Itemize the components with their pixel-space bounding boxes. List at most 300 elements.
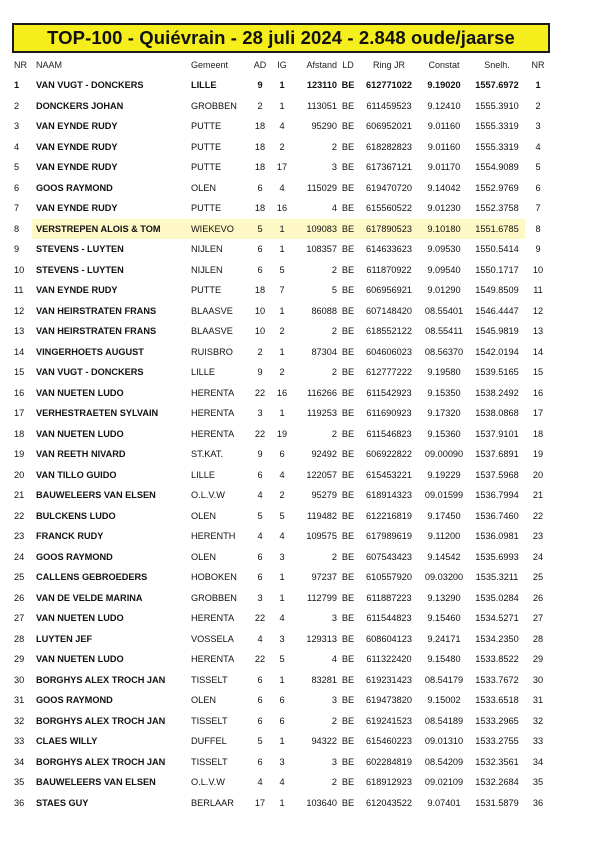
cell-arrival-time: 9.01160	[427, 121, 461, 132]
cell-municipality: HERENTA	[191, 428, 235, 439]
cell-name: VAN VUGT - DONCKERS	[36, 80, 144, 91]
cell-ig: 1	[279, 572, 285, 583]
cell-ig: 7	[279, 285, 285, 296]
cell-ad: 22	[254, 428, 266, 439]
cell-rank: 1	[14, 80, 20, 91]
cell-name: VAN NUETEN LUDO	[36, 613, 124, 624]
cell-municipality: PUTTE	[191, 141, 222, 152]
header-country: LD	[342, 60, 354, 70]
cell-speed: 1533.2965	[475, 715, 519, 726]
cell-speed: 1557.6972	[475, 80, 519, 91]
cell-ad: 4	[257, 633, 263, 644]
cell-arrival-time: 08.54209	[424, 756, 464, 767]
cell-name: BULCKENS LUDO	[36, 510, 116, 521]
cell-ad: 2	[257, 100, 263, 111]
cell-rank: 3	[14, 121, 20, 132]
table-row	[14, 219, 551, 240]
cell-rank: 29	[14, 654, 25, 665]
cell-rank-right: 36	[532, 797, 544, 808]
table-row	[14, 198, 551, 219]
header-rank: NR	[14, 60, 27, 70]
cell-arrival-time: 9.15360	[427, 428, 461, 439]
cell-rank-right: 20	[532, 469, 544, 480]
cell-speed: 1555.3910	[475, 100, 519, 111]
cell-rank: 7	[14, 203, 20, 214]
cell-municipality: HERENTA	[191, 654, 235, 665]
cell-country: BE	[341, 674, 355, 685]
cell-ad: 4	[257, 777, 263, 788]
cell-ig: 5	[279, 654, 285, 665]
cell-name: DONCKERS JOHAN	[36, 100, 124, 111]
cell-municipality: OLEN	[191, 510, 217, 521]
cell-rank-right: 28	[532, 633, 544, 644]
cell-arrival-time: 9.13290	[427, 592, 461, 603]
cell-arrival-time: 09.01310	[424, 736, 464, 747]
cell-ring: 606952021	[366, 121, 412, 132]
cell-name: BORGHYS ALEX TROCH JAN	[36, 674, 166, 685]
cell-country: BE	[341, 162, 355, 173]
cell-ig: 16	[276, 387, 288, 398]
table-row	[14, 444, 551, 465]
cell-country: BE	[341, 346, 355, 357]
cell-ig: 6	[279, 449, 285, 460]
table-row	[14, 280, 551, 301]
cell-rank-right: 16	[532, 387, 544, 398]
cell-arrival-time: 9.01170	[427, 162, 461, 173]
cell-arrival-time: 08.55411	[425, 326, 463, 337]
cell-municipality: LILLE	[191, 469, 216, 480]
cell-ad: 6	[257, 572, 263, 583]
cell-ring: 612771022	[366, 80, 412, 91]
cell-ad: 3	[257, 592, 263, 603]
cell-distance: 3	[331, 613, 337, 624]
cell-speed: 1534.5271	[475, 613, 519, 624]
cell-ad: 6	[257, 182, 263, 193]
cell-rank-right: 1	[535, 80, 541, 91]
cell-municipality: NIJLEN	[191, 244, 223, 255]
table-row	[14, 465, 551, 486]
cell-ad: 22	[254, 654, 266, 665]
cell-ad: 6	[257, 715, 263, 726]
cell-rank: 24	[14, 551, 25, 562]
cell-arrival-time: 08.56370	[424, 346, 464, 357]
cell-rank-right: 26	[532, 592, 544, 603]
cell-distance: 97237	[311, 572, 337, 583]
cell-name: BORGHYS ALEX TROCH JAN	[36, 756, 166, 767]
cell-speed: 1533.7672	[475, 674, 519, 685]
table-row	[14, 772, 551, 793]
cell-ad: 6	[257, 244, 263, 255]
cell-rank: 22	[14, 510, 25, 521]
cell-rank: 25	[14, 572, 25, 583]
cell-rank-right: 13	[532, 326, 544, 337]
cell-name: CLAES WILLY	[36, 736, 98, 747]
cell-ring: 611544823	[366, 613, 412, 624]
cell-name: FRANCK RUDY	[36, 531, 104, 542]
table-row	[14, 321, 551, 342]
cell-rank-right: 35	[532, 777, 544, 788]
cell-ad: 4	[257, 490, 263, 501]
cell-rank: 2	[14, 100, 20, 111]
cell-speed: 1549.8509	[475, 285, 519, 296]
cell-arrival-time: 9.01290	[427, 285, 461, 296]
cell-name: VERSTREPEN ALOIS & TOM	[32, 219, 191, 240]
title-banner	[12, 23, 550, 53]
table-row	[14, 485, 551, 506]
header-ad: AD	[253, 60, 267, 70]
table-row	[14, 793, 551, 814]
cell-country: BE	[341, 613, 355, 624]
cell-speed: 1533.6518	[475, 695, 519, 706]
cell-ring: 607543423	[366, 551, 412, 562]
cell-arrival-time: 08.54189	[424, 715, 464, 726]
cell-distance: 2	[331, 715, 337, 726]
cell-ring: 611459523	[366, 100, 412, 111]
cell-name: GOOS RAYMOND	[36, 182, 113, 193]
page-title: TOP-100 - Quiévrain - 28 juli 2024 - 2.848 oude/jaarse	[47, 27, 515, 48]
cell-ring: 606956921	[366, 285, 412, 296]
cell-speed: 1535.6993	[475, 551, 519, 562]
cell-distance: 94322	[311, 736, 337, 747]
cell-arrival-time: 9.09540	[427, 264, 461, 275]
cell-ad: 5	[257, 736, 263, 747]
cell-ig: 1	[279, 797, 285, 808]
cell-municipality: RUISBRO	[191, 346, 233, 357]
results-table	[14, 55, 551, 813]
cell-country: BE	[341, 654, 355, 665]
cell-ring: 619241523	[366, 715, 412, 726]
cell-name: VAN NUETEN LUDO	[36, 654, 124, 665]
cell-rank-right: 11	[533, 285, 543, 296]
cell-ig: 1	[279, 674, 285, 685]
cell-distance: 2	[331, 551, 337, 562]
cell-ring: 611887223	[366, 592, 412, 603]
cell-country: BE	[341, 100, 355, 111]
cell-speed: 1535.3211	[475, 572, 519, 583]
cell-distance: 103640	[306, 797, 337, 808]
cell-name: VAN VUGT - DONCKERS	[36, 367, 144, 378]
cell-rank: 30	[14, 674, 25, 685]
cell-distance: 123110	[306, 80, 337, 91]
cell-rank-right: 2	[535, 100, 541, 111]
cell-country: BE	[341, 203, 355, 214]
cell-municipality: DUFFEL	[191, 736, 227, 747]
cell-rank: 14	[14, 346, 25, 357]
cell-arrival-time: 09.02109	[424, 777, 464, 788]
cell-rank-right: 3	[535, 121, 541, 132]
cell-ad: 18	[254, 141, 266, 152]
cell-rank-right: 14	[532, 346, 544, 357]
cell-arrival-time: 08.54179	[424, 674, 464, 685]
table-row	[14, 157, 551, 178]
cell-speed: 1538.2492	[475, 387, 519, 398]
cell-municipality: HERENTA	[191, 387, 235, 398]
cell-ig: 4	[279, 777, 285, 788]
cell-country: BE	[341, 633, 355, 644]
cell-ad: 6	[257, 695, 263, 706]
cell-ring: 610557920	[366, 572, 412, 583]
table-row	[14, 731, 551, 752]
cell-rank-right: 17	[532, 408, 544, 419]
cell-country: BE	[341, 531, 355, 542]
cell-rank-right: 33	[532, 736, 544, 747]
cell-ig: 16	[276, 203, 288, 214]
cell-ad: 10	[254, 326, 266, 337]
cell-ring: 617989619	[366, 531, 412, 542]
cell-country: BE	[341, 182, 355, 193]
cell-distance: 2	[331, 428, 337, 439]
cell-name: VAN DE VELDE MARINA	[36, 592, 143, 603]
cell-rank: 12	[14, 305, 25, 316]
cell-arrival-time: 9.15350	[427, 387, 461, 398]
cell-name: VAN NUETEN LUDO	[36, 387, 124, 398]
cell-arrival-time: 08.55401	[424, 305, 464, 316]
cell-distance: 116266	[307, 387, 337, 398]
cell-ring: 617890523	[359, 219, 419, 240]
cell-rank: 26	[14, 592, 25, 603]
cell-country: BE	[341, 285, 355, 296]
cell-speed: 1542.0194	[475, 346, 519, 357]
cell-rank-right: 32	[532, 715, 544, 726]
cell-name: VINGERHOETS AUGUST	[36, 346, 144, 357]
cell-rank: 10	[14, 264, 25, 275]
table-header-row	[14, 55, 551, 75]
cell-rank: 15	[14, 367, 25, 378]
table-row	[14, 424, 551, 445]
cell-ig: 5	[279, 510, 285, 521]
cell-municipality: BLAASVE	[191, 305, 233, 316]
cell-country: BE	[341, 264, 355, 275]
cell-rank: 35	[14, 777, 25, 788]
table-row	[14, 96, 551, 117]
cell-country: BE	[337, 219, 359, 240]
cell-municipality: HERENTH	[191, 531, 236, 542]
cell-arrival-time: 9.14042	[427, 182, 461, 193]
table-row	[14, 588, 551, 609]
table-row	[14, 690, 551, 711]
cell-name: STEVENS - LUYTEN	[36, 264, 124, 275]
table-row	[14, 752, 551, 773]
cell-name: VERHESTRAETEN SYLVAIN	[36, 408, 159, 419]
cell-ring: 602284819	[366, 756, 412, 767]
header-municipality: Gemeent	[191, 60, 229, 70]
cell-distance: 2	[331, 367, 337, 378]
cell-distance: 3	[331, 756, 337, 767]
cell-ig: 3	[279, 633, 285, 644]
cell-name: STEVENS - LUYTEN	[36, 244, 124, 255]
cell-ig: 4	[279, 121, 285, 132]
cell-rank-right: 12	[532, 305, 544, 316]
cell-arrival-time: 9.24171	[427, 633, 461, 644]
table-row	[14, 239, 551, 260]
cell-ring: 615460223	[366, 736, 412, 747]
cell-municipality: PUTTE	[191, 121, 222, 132]
cell-country: BE	[341, 305, 355, 316]
cell-rank: 6	[14, 182, 20, 193]
cell-distance: 5	[331, 285, 337, 296]
cell-speed: 1552.3758	[475, 203, 519, 214]
cell-distance: 2	[331, 777, 337, 788]
cell-rank-right: 18	[532, 428, 544, 439]
cell-country: BE	[341, 510, 355, 521]
cell-rank-right: 29	[532, 654, 544, 665]
cell-arrival-time: 9.11200	[427, 531, 461, 542]
cell-speed: 1552.9769	[475, 182, 519, 193]
cell-rank: 9	[14, 244, 20, 255]
cell-ig: 1	[279, 408, 285, 419]
cell-rank: 19	[14, 449, 25, 460]
table-row	[14, 547, 551, 568]
cell-municipality: PUTTE	[191, 285, 222, 296]
cell-arrival-time: 9.19229	[427, 469, 461, 480]
cell-ring: 615453221	[366, 469, 412, 480]
cell-rank-right: 24	[532, 551, 544, 562]
cell-ig: 1	[279, 736, 285, 747]
cell-name: VAN HEIRSTRATEN FRANS	[36, 326, 157, 337]
cell-rank: 5	[14, 162, 20, 173]
cell-ring: 618282823	[366, 141, 412, 152]
cell-rank-right: 7	[535, 203, 541, 214]
cell-distance: 83281	[311, 674, 337, 685]
cell-distance: 95290	[311, 121, 337, 132]
header-ig: IG	[277, 60, 287, 70]
header-rank-right: NR	[531, 60, 545, 70]
table-row	[14, 567, 551, 588]
cell-ring: 615560522	[366, 203, 412, 214]
cell-distance: 4	[331, 203, 337, 214]
cell-rank-right: 34	[532, 756, 544, 767]
cell-arrival-time: 9.01230	[427, 203, 461, 214]
cell-ad: 6	[257, 756, 263, 767]
cell-ig: 5	[279, 264, 285, 275]
cell-municipality: HERENTA	[191, 613, 235, 624]
cell-country: BE	[341, 428, 355, 439]
cell-distance: 119482	[307, 510, 337, 521]
cell-ad: 22	[254, 613, 266, 624]
cell-speed: 1555.3319	[475, 141, 519, 152]
cell-speed: 1536.7460	[475, 510, 519, 521]
cell-rank: 13	[14, 326, 25, 337]
cell-country: BE	[341, 121, 355, 132]
table-row	[14, 116, 551, 137]
cell-rank: 36	[14, 797, 25, 808]
cell-distance: 109575	[306, 531, 337, 542]
cell-distance: 87304	[311, 346, 337, 357]
cell-ad: 6	[257, 264, 263, 275]
cell-country: BE	[341, 736, 355, 747]
cell-speed: 1535.0284	[475, 592, 519, 603]
cell-ring: 611690923	[366, 408, 412, 419]
cell-arrival-time: 9.17450	[427, 510, 461, 521]
cell-municipality: GROBBEN	[191, 592, 237, 603]
cell-name: VAN HEIRSTRATEN FRANS	[36, 305, 157, 316]
cell-ring: 618914323	[366, 490, 412, 501]
cell-municipality: BERLAAR	[191, 797, 234, 808]
cell-arrival-time: 9.19020	[427, 80, 461, 91]
cell-rank-right: 25	[532, 572, 544, 583]
cell-country: BE	[341, 695, 355, 706]
cell-arrival-time: 9.10180	[419, 219, 469, 240]
cell-ring: 618912923	[366, 777, 412, 788]
cell-speed: 1538.0868	[475, 408, 519, 419]
cell-ig: 1	[271, 219, 293, 240]
cell-rank: 34	[14, 756, 25, 767]
cell-rank: 11	[14, 285, 24, 296]
cell-name: BAUWELEERS VAN ELSEN	[36, 490, 156, 501]
cell-ring: 617367121	[366, 162, 412, 173]
table-row	[14, 178, 551, 199]
cell-municipality: BLAASVE	[191, 326, 233, 337]
cell-name: BAUWELEERS VAN ELSEN	[36, 777, 156, 788]
cell-ring: 604606023	[366, 346, 412, 357]
table-row	[14, 526, 551, 547]
cell-speed: 1545.9819	[475, 326, 519, 337]
cell-name: VAN NUETEN LUDO	[36, 428, 124, 439]
cell-ring: 606922822	[366, 449, 412, 460]
cell-rank-right: 10	[532, 264, 544, 275]
cell-ring: 612043522	[366, 797, 412, 808]
cell-distance: 3	[331, 162, 337, 173]
cell-ring: 611542923	[366, 387, 412, 398]
cell-distance: 112799	[307, 592, 337, 603]
cell-speed: 1536.7994	[475, 490, 519, 501]
cell-rank-right: 5	[535, 162, 541, 173]
header-ring: Ring JR	[372, 60, 405, 70]
cell-name: VAN EYNDE RUDY	[36, 162, 118, 173]
cell-name: CALLENS GEBROEDERS	[36, 572, 148, 583]
cell-rank: 20	[14, 469, 25, 480]
cell-ig: 2	[279, 326, 285, 337]
cell-ig: 1	[279, 305, 285, 316]
cell-distance: 2	[331, 264, 337, 275]
cell-country: BE	[341, 469, 355, 480]
cell-rank-right: 9	[535, 244, 541, 255]
cell-municipality: GROBBEN	[191, 100, 237, 111]
cell-speed: 1539.5165	[475, 367, 519, 378]
cell-ad: 6	[257, 469, 263, 480]
cell-speed: 1555.3319	[475, 121, 519, 132]
cell-ig: 1	[279, 100, 285, 111]
table-row	[14, 711, 551, 732]
cell-name: STAES GUY	[36, 797, 89, 808]
cell-country: BE	[341, 387, 355, 398]
cell-name: VAN EYNDE RUDY	[36, 141, 118, 152]
cell-ring: 607148420	[366, 305, 412, 316]
cell-municipality: PUTTE	[191, 203, 222, 214]
cell-ig: 6	[279, 715, 285, 726]
cell-ad: 2	[257, 346, 263, 357]
table-row	[14, 75, 551, 96]
table-row	[14, 342, 551, 363]
cell-municipality: LILLE	[191, 80, 217, 91]
cell-distance: 86088	[311, 305, 337, 316]
cell-arrival-time: 9.12410	[427, 100, 461, 111]
cell-municipality: NIJLEN	[191, 264, 223, 275]
cell-rank-right: 22	[532, 510, 544, 521]
cell-speed: 1537.5968	[475, 469, 519, 480]
cell-municipality: VOSSELA	[191, 633, 234, 644]
table-row	[14, 649, 551, 670]
cell-arrival-time: 9.15480	[427, 654, 461, 665]
cell-ig: 2	[279, 141, 285, 152]
cell-rank: 27	[14, 613, 25, 624]
cell-country: BE	[341, 367, 355, 378]
cell-ring: 608604123	[366, 633, 412, 644]
cell-ig: 1	[279, 244, 285, 255]
cell-distance: 122057	[306, 469, 337, 480]
cell-country: BE	[341, 141, 355, 152]
cell-arrival-time: 09.01599	[424, 490, 464, 501]
